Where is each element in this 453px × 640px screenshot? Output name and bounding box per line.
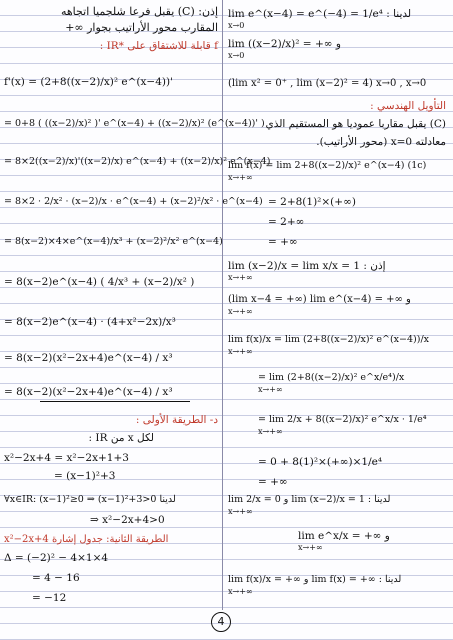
positivity-line: ∀x∈IR: (x−1)²≥0 ⇒ (x−1)²+3>0 لدينا <box>4 494 176 505</box>
limit-subscript: x→+∞ <box>298 543 323 552</box>
limit-subscript: x→+∞ <box>228 347 253 356</box>
discriminant-step: = 4 − 16 <box>32 572 80 584</box>
limit-subscript: x→+∞ <box>228 173 253 182</box>
limit-f-over-x-step-1: = lim (2+8((x−2)/x)² e^x/e⁴)/x <box>258 372 405 383</box>
limit-subscript: x→0 <box>228 51 245 60</box>
limit-justification: (lim x² = 0⁺ , lim (x−2)² = 4) x→0 , x→0 <box>228 78 427 89</box>
page-number: 4 <box>211 612 231 632</box>
geometric-interpretation-heading: التأويل الهندسي : <box>370 100 446 112</box>
limit-subscript: x→+∞ <box>228 307 253 316</box>
limit-exp-infinity-line: (lim x−4 = +∞) lim e^(x−4) = +∞ و <box>228 294 411 305</box>
derivative-step-6: = 8(x−2)e^(x−4) ( 4/x³ + (x−2)/x² ) <box>4 276 195 288</box>
discriminant-line: Δ = (−2)² − 4×1×4 <box>4 552 109 564</box>
square-form-line: = (x−1)²+3 <box>54 470 116 482</box>
conclusion-line: إذن: (C) يقبل فرعا شلجميا اتجاهه <box>60 5 218 18</box>
column-divider <box>222 0 223 610</box>
limit-step-3: = +∞ <box>268 236 298 248</box>
limit-f-over-x-step-2: = lim 2/x + 8((x−2)/x)² e^x/x · 1/e⁴ <box>258 414 427 425</box>
known-limits-line: lim 2/x = 0 و lim (x−2)/x = 1 : لدينا <box>228 494 391 505</box>
limit-f-over-x-step-3: = 0 + 8(1)²×(+∞)×1/e⁴ <box>258 456 383 468</box>
method-one-heading: د- الطريقة الأولى : <box>135 414 218 426</box>
fraction-bar <box>40 401 190 402</box>
derivative-step-4: = 8×2 · 2/x² · (x−2)/x · e^(x−4) + (x−2)²/x² · e^(x−4) <box>4 196 263 207</box>
limit-f-over-x-result: = +∞ <box>258 476 288 488</box>
limit-subscript: x→+∞ <box>228 587 253 596</box>
derivative-step-8: = 8(x−2)(x²−2x+4)e^(x−4) / x³ <box>4 352 173 364</box>
derivative-step-3: = 8×2((x−2)/x)'((x−2)/x) e^(x−4) + ((x−2)/x)² e^(x−4) <box>4 156 271 167</box>
limit-step-1: = 2+8(1)²×(+∞) <box>268 196 356 208</box>
exp-over-x-limit: lim e^x/x = +∞ و <box>298 530 390 542</box>
derivative-step-9: = 8(x−2)(x²−2x+4)e^(x−4) / x³ <box>4 386 173 398</box>
derivability-note: f قابلة للاشتقاق على *IR : <box>99 40 218 52</box>
derivative-step-7: = 8(x−2)e^(x−4) · (4+x²−2x)/x³ <box>4 316 176 328</box>
limit-step-2: = 2+∞ <box>268 216 305 228</box>
derivative-step-5: = 8(x−2)×4×e^(x−4)/x³ + (x−2)²/x² e^(x−4) <box>4 236 223 247</box>
derivative-step-1: f'(x) = (2+8((x−2)/x)² e^(x−4))' <box>4 76 173 88</box>
limit-ratio-line: lim (x−2)/x = lim x/x = 1 : إذن <box>228 260 386 272</box>
limit-subscript: x→+∞ <box>258 385 283 394</box>
complete-square-line: x²−2x+4 = x²−2x+1+3 <box>4 452 129 464</box>
limit-square-at-zero: lim ((x−2)/x)² = +∞ و <box>228 38 341 50</box>
limit-subscript: x→+∞ <box>258 427 283 436</box>
limit-subscript: x→+∞ <box>228 507 253 516</box>
final-limits-line: lim f(x)/x = +∞ و lim f(x) = +∞ : لدينا <box>228 574 402 585</box>
limit-exp-at-zero: lim e^(x−4) = e^(−4) = 1/e⁴ : لدينا <box>228 8 412 20</box>
limit-subscript: x→0 <box>228 21 245 30</box>
discriminant-result: = −12 <box>32 592 67 604</box>
limit-subscript: x→+∞ <box>228 273 253 282</box>
positivity-conclusion: ⇒ x²−2x+4>0 <box>90 514 165 526</box>
limit-f-at-infinity: lim f(x) = lim 2+8((x−2)/x)² e^(x−4) (1c) <box>228 160 427 171</box>
vertical-asymptote-line: (C) يقبل مقاربا عموديا هو المستقيم الذي <box>265 118 446 130</box>
for-all-x-line: لكل x من IR : <box>88 432 154 444</box>
limit-f-over-x: lim f(x)/x = lim (2+8((x−2)/x)² e^(x−4))/x <box>228 334 430 345</box>
derivative-step-2: = 0+8 ( ((x−2)/x)² )' e^(x−4) + ((x−2)/x)² (e^(x−4))' ) <box>4 118 265 129</box>
asymptote-equation-line: معادلته x=0 (محور الأراتيب). <box>316 136 446 148</box>
asymptote-direction-line: المقارب محور الأراتيب بجوار ∞+ <box>65 21 218 34</box>
method-two-heading: x²−2x+4 الطريقة الثانية: جدول إشارة <box>4 534 169 545</box>
